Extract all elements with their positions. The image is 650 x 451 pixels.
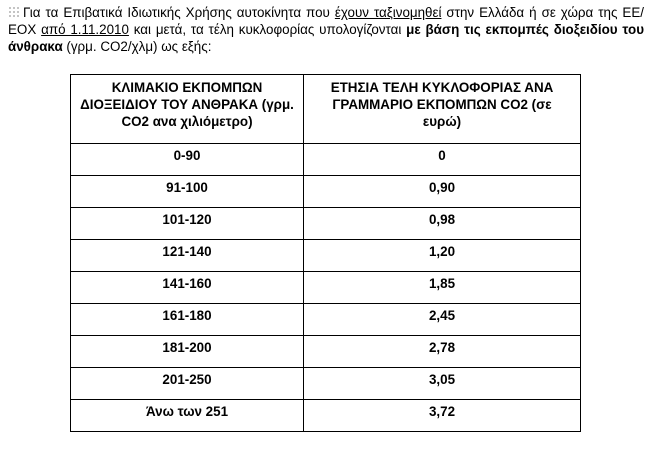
intro-text-date: από 1.11.2010 (41, 22, 129, 37)
emission-range-cell: 0-90 (71, 144, 304, 176)
fee-rate-cell: 0,98 (304, 208, 581, 240)
intro-text-3: στην Ελλάδα ή σε χώρα της ΕΕ/ΕΟΧ (8, 5, 644, 37)
emission-range-cell: 101-120 (71, 208, 304, 240)
emission-range-cell: 121-140 (71, 240, 304, 272)
table-row (71, 400, 581, 432)
table-row (71, 144, 581, 176)
table-row (71, 304, 581, 336)
emission-rates-table (70, 74, 581, 432)
fee-rate-cell: 3,72 (304, 400, 581, 432)
emission-range-cell: Άνω των 251 (71, 400, 304, 432)
fee-rate-cell: 3,05 (304, 368, 581, 400)
table-row (71, 336, 581, 368)
header-emission-bracket: ΚΛΙΜΑΚΙΟ ΕΚΠΟΜΠΩΝ ΔΙΟΞΕΙΔΙΟΥ ΤΟΥ ΑΝΘΡΑΚΑ (γρμ. CO2 ανα χιλιόμετρο) (71, 75, 304, 144)
bullet-marker-icon (8, 6, 20, 18)
emission-range-cell: 181-200 (71, 336, 304, 368)
table-row (71, 176, 581, 208)
fee-rate-cell: 2,78 (304, 336, 581, 368)
table-row (71, 368, 581, 400)
emission-range-cell: 161-180 (71, 304, 304, 336)
fee-rate-cell: 1,85 (304, 272, 581, 304)
intro-text-emphasis: με βάση τις εκπομπές διοξειδίου του άνθρακα (8, 22, 644, 54)
intro-text-7: (γρμ. CO2/χλμ) ως εξής: (62, 39, 212, 54)
header-annual-fee: ΕΤΗΣΙΑ ΤΕΛΗ ΚΥΚΛΟΦΟΡΙΑΣ ΑΝΑ ΓΡΑΜΜΑΡΙΟ ΕΚΠΟΜΠΩΝ CO2 (σε ευρώ) (304, 75, 581, 144)
emission-range-cell: 141-160 (71, 272, 304, 304)
emission-range-cell: 201-250 (71, 368, 304, 400)
intro-text-5: και μετά, τα τέλη κυκλοφορίας υπολογίζονται (128, 22, 407, 37)
emission-range-cell: 91-100 (71, 176, 304, 208)
fee-rate-cell: 1,20 (304, 240, 581, 272)
table-row (71, 272, 581, 304)
fee-rate-cell: 2,45 (304, 304, 581, 336)
table-header-row (71, 75, 581, 144)
table-row (71, 240, 581, 272)
intro-paragraph (8, 4, 644, 55)
fee-rate-cell: 0 (304, 144, 581, 176)
table-row (71, 208, 581, 240)
fee-rate-cell: 0,90 (304, 176, 581, 208)
intro-text-registered: έχουν ταξινομηθεί (334, 5, 442, 20)
intro-text-1: Για τα Επιβατικά Ιδιωτικής Χρήσης αυτοκίνητα που (23, 5, 335, 20)
